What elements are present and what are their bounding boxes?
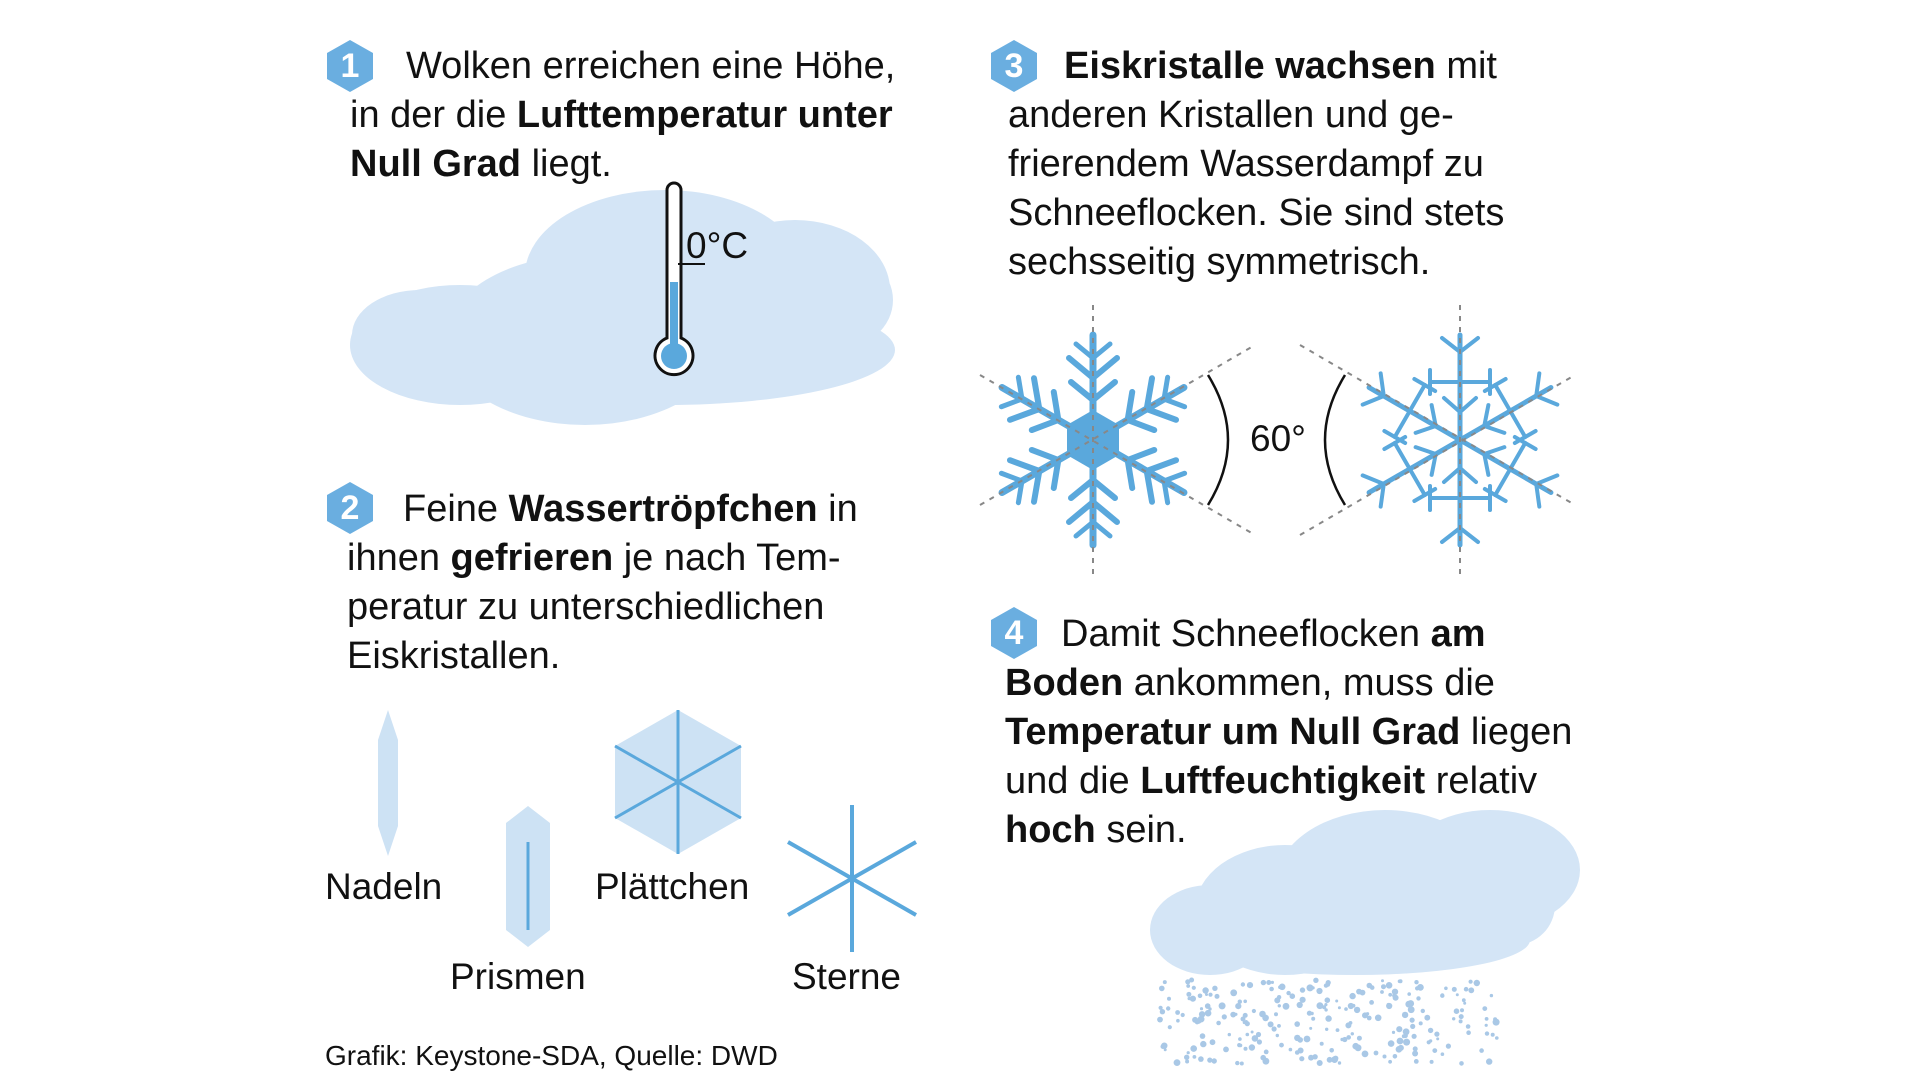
snow-dot xyxy=(1493,1019,1500,1026)
snow-dot xyxy=(1237,1043,1241,1047)
step-text-1 xyxy=(350,42,950,189)
label-prisms: Prismen xyxy=(450,956,586,997)
text-segment: liegt. xyxy=(521,143,612,185)
snow-dot xyxy=(1344,1007,1348,1011)
snow-dot xyxy=(1338,1006,1341,1009)
text-segment: Schneeflocken. Sie sind stets xyxy=(1008,192,1505,234)
text-segment: frierendem Wasserdampf zu xyxy=(1008,143,1484,185)
text-segment: Wolken erreichen eine Höhe, xyxy=(406,45,896,87)
snow-dot xyxy=(1207,1058,1212,1063)
snow-dot xyxy=(1185,1060,1189,1064)
snow-dot xyxy=(1336,1028,1340,1032)
snow-dot xyxy=(1161,1043,1167,1049)
snow-dot xyxy=(1262,1015,1269,1022)
snow-dot xyxy=(1466,1030,1471,1035)
snow-dot xyxy=(1325,997,1331,1003)
snow-dot xyxy=(1300,997,1306,1003)
snow-dot xyxy=(1466,1024,1471,1029)
snow-dot xyxy=(1388,993,1392,997)
snow-dot xyxy=(1419,1021,1423,1025)
snow-dot xyxy=(1251,1031,1254,1034)
snow-dot xyxy=(1393,1054,1398,1059)
snow-dot xyxy=(1325,1028,1328,1031)
snow-dot xyxy=(1441,1052,1445,1056)
snow-dot xyxy=(1329,1048,1334,1053)
snow-dot xyxy=(1159,986,1165,992)
snow-dot xyxy=(1276,1034,1279,1037)
snow-dot xyxy=(1403,1039,1410,1046)
snow-dot xyxy=(1474,980,1480,986)
snow-dot xyxy=(1463,1002,1466,1005)
text-segment: in der die xyxy=(350,94,517,136)
snow-dot xyxy=(1184,1055,1189,1060)
snow-dot xyxy=(1240,1062,1244,1066)
snow-dot xyxy=(1415,986,1419,990)
text-segment: mit xyxy=(1435,45,1497,87)
snow-dot xyxy=(1309,1027,1312,1030)
snow-dot xyxy=(1252,1009,1256,1013)
snow-dot xyxy=(1219,1002,1226,1009)
snow-dot xyxy=(1360,990,1366,996)
snow-dot xyxy=(1163,980,1167,984)
snow-dot xyxy=(1198,1056,1204,1062)
snow-dot xyxy=(1405,1001,1412,1008)
snow-dot xyxy=(1428,1028,1433,1033)
snow-dot xyxy=(1491,1033,1495,1037)
text-segment: Eiskristalle wachsen xyxy=(1064,45,1436,87)
text-segment: je nach Tem- xyxy=(613,537,841,579)
text-segment: liegen xyxy=(1460,711,1573,753)
snow-dot xyxy=(1335,1000,1338,1003)
snow-dot xyxy=(1403,1034,1408,1039)
snow-dot xyxy=(1414,1059,1419,1064)
snow-dot xyxy=(1452,1017,1455,1020)
snow-dot xyxy=(1454,1008,1460,1014)
snow-dot xyxy=(1460,1008,1464,1012)
snow-dot xyxy=(1345,1022,1351,1028)
text-segment: peratur zu unterschiedlichen xyxy=(347,586,825,628)
snow-dot xyxy=(1286,991,1290,995)
snow-dot xyxy=(1490,994,1493,997)
snow-dot xyxy=(1295,1050,1300,1055)
text-segment: hoch xyxy=(1005,809,1096,851)
snow-dot xyxy=(1397,1038,1404,1045)
snow-dot xyxy=(1241,982,1245,986)
snow-dot xyxy=(1186,992,1191,997)
snow-dot xyxy=(1222,1014,1227,1019)
snow-dot xyxy=(1436,1037,1439,1040)
snow-dot xyxy=(1414,980,1418,984)
snow-dot xyxy=(1223,1047,1229,1053)
text-segment: anderen Kristallen und ge- xyxy=(1008,94,1454,136)
snow-dot xyxy=(1307,984,1314,991)
snow-dot xyxy=(1357,1036,1362,1041)
snow-dot xyxy=(1272,1026,1277,1031)
snow-dot xyxy=(1325,1015,1331,1021)
snow-dot xyxy=(1366,1012,1369,1015)
snow-dot xyxy=(1200,1041,1206,1047)
snow-dot xyxy=(1247,982,1253,988)
snow-dot xyxy=(1374,1051,1379,1056)
snow-dot xyxy=(1452,987,1457,992)
text-segment: relativ xyxy=(1425,760,1538,802)
snow-dot xyxy=(1167,997,1171,1001)
text-segment: in xyxy=(817,488,858,530)
snow-dot xyxy=(1354,1007,1360,1013)
snow-dot xyxy=(1396,1026,1402,1032)
snow-dot xyxy=(1297,1002,1303,1008)
snow-dot xyxy=(1234,1013,1237,1016)
snow-dot xyxy=(1190,1045,1197,1052)
snow-dot xyxy=(1386,982,1393,989)
snow-dot xyxy=(1279,1043,1284,1048)
snow-dot xyxy=(1228,1033,1231,1036)
snow-dot xyxy=(1238,1037,1242,1041)
snow-dot xyxy=(1278,1004,1281,1007)
snow-dot xyxy=(1215,994,1220,999)
snow-dot xyxy=(1244,1047,1248,1051)
cloud-top-left xyxy=(350,190,895,425)
snow-dot xyxy=(1380,990,1384,994)
text-segment: Wassertröpfchen xyxy=(508,488,818,530)
snow-dot xyxy=(1375,1015,1382,1022)
snow-dot xyxy=(1317,1060,1323,1066)
step-number: 2 xyxy=(340,489,360,527)
snow-dot xyxy=(1331,1056,1338,1063)
snow-dot xyxy=(1243,1021,1246,1024)
snow-dot xyxy=(1212,986,1217,991)
snow-dot xyxy=(1190,996,1196,1002)
snow-dot xyxy=(1464,987,1469,992)
snow-dot xyxy=(1324,1008,1327,1011)
snow-dot xyxy=(1208,993,1212,997)
snow-dot xyxy=(1157,1017,1163,1023)
snow-dot xyxy=(1270,1023,1273,1026)
snow-dot xyxy=(1398,980,1402,984)
snow-dot xyxy=(1367,983,1373,989)
snow-dot xyxy=(1485,1017,1489,1021)
snow-dot xyxy=(1311,1017,1315,1021)
snow-dot xyxy=(1266,980,1271,985)
snow-dot xyxy=(1386,1003,1392,1009)
snow-dot xyxy=(1412,1051,1418,1057)
step-text-4 xyxy=(1005,610,1645,855)
snow-dot xyxy=(1424,1015,1430,1021)
text-segment: Damit Schneeflocken xyxy=(1061,613,1431,655)
needle-crystal xyxy=(378,710,398,856)
snow-dot xyxy=(1168,1025,1172,1029)
text-segment: Boden xyxy=(1005,662,1124,704)
step-number: 3 xyxy=(1004,47,1024,85)
snow-dot xyxy=(1174,1059,1181,1066)
snow-dot xyxy=(1256,1032,1261,1037)
snow-dot xyxy=(1235,1061,1239,1065)
snow-dot xyxy=(1313,978,1318,983)
snow-dot xyxy=(1235,1003,1241,1009)
prism-crystal xyxy=(506,806,550,947)
snow-dot xyxy=(1398,1045,1404,1051)
snow-dot xyxy=(1316,988,1322,994)
snow-dot xyxy=(1444,987,1448,991)
snow-dot xyxy=(1456,993,1459,996)
snow-dot xyxy=(1198,994,1203,999)
snow-dot xyxy=(1308,1055,1314,1061)
snow-dot xyxy=(1230,989,1237,996)
plate-crystal xyxy=(615,710,741,854)
snow-dot xyxy=(1469,980,1473,984)
snow-dot xyxy=(1200,1033,1206,1039)
snow-dot xyxy=(1278,985,1282,989)
snow-dot xyxy=(1294,1035,1300,1041)
source-credit: Grafik: Keystone-SDA, Quelle: DWD xyxy=(325,1040,778,1071)
snow-dot xyxy=(1243,1013,1248,1018)
text-segment: sein. xyxy=(1095,809,1187,851)
snow-dot xyxy=(1338,1061,1341,1064)
text-segment: ihnen xyxy=(347,537,451,579)
text-segment: Temperatur um Null Grad xyxy=(1005,711,1461,753)
snow-dot xyxy=(1392,989,1398,995)
text-segment: Eiskristallen. xyxy=(347,635,561,677)
angle-label: 60° xyxy=(1250,418,1306,459)
snow-dot xyxy=(1381,979,1384,982)
step-text-3 xyxy=(1008,42,1628,287)
snow-dot xyxy=(1352,1004,1356,1008)
text-segment: Null Grad xyxy=(350,143,522,185)
snow-dot xyxy=(1459,1061,1464,1066)
snow-dot xyxy=(1243,1000,1247,1004)
snow-dot xyxy=(1159,1006,1163,1010)
snow-dot xyxy=(1367,1016,1372,1021)
snow-dot xyxy=(1410,1018,1415,1023)
snow-dot xyxy=(1381,984,1386,989)
snow-dot xyxy=(1482,1006,1487,1011)
snow-dot xyxy=(1246,1033,1250,1037)
snow-dot xyxy=(1459,1019,1463,1023)
snow-dot xyxy=(1352,1043,1359,1050)
snow-dot xyxy=(1407,992,1411,996)
snow-dot xyxy=(1430,1060,1434,1064)
snow-dot xyxy=(1277,995,1281,999)
snow-dot xyxy=(1175,1010,1180,1015)
snow-dot xyxy=(1362,1051,1369,1058)
snow-dot xyxy=(1212,1058,1217,1063)
snow-dot xyxy=(1176,1019,1180,1023)
snow-dot xyxy=(1264,1050,1269,1055)
snow-dot xyxy=(1416,996,1420,1000)
step-number: 4 xyxy=(1004,614,1024,652)
snow-dot xyxy=(1446,1044,1451,1049)
snow-dot xyxy=(1486,1058,1492,1064)
snow-dot xyxy=(1349,993,1355,999)
snow-dot xyxy=(1388,1060,1392,1064)
snow-dot xyxy=(1432,1048,1437,1053)
snow-dot xyxy=(1257,1039,1262,1044)
text-segment: am xyxy=(1430,613,1486,655)
snow-dot xyxy=(1192,986,1196,990)
snow-dot xyxy=(1402,1012,1408,1018)
snow-dot xyxy=(1210,1039,1216,1045)
snow-dot xyxy=(1459,1014,1464,1019)
snow-dot xyxy=(1383,1055,1387,1059)
snow-dot xyxy=(1421,1009,1425,1013)
snow-dot xyxy=(1485,1031,1489,1035)
snow-dot xyxy=(1310,1012,1313,1015)
snow-dot xyxy=(1216,1021,1221,1026)
snow-dot xyxy=(1479,1048,1484,1053)
snow-dot xyxy=(1434,1032,1439,1037)
label-needles: Nadeln xyxy=(325,866,443,907)
snow-dot xyxy=(1369,1000,1374,1005)
snow-dot xyxy=(1485,1024,1488,1027)
snow-dot xyxy=(1202,987,1208,993)
snow-dot xyxy=(1269,987,1274,992)
step-text-2 xyxy=(347,485,967,681)
text-segment: Luftfeuchtigkeit xyxy=(1140,760,1426,802)
snow-dot xyxy=(1164,1048,1167,1051)
snow-dot xyxy=(1205,1010,1212,1017)
snow-dot xyxy=(1283,1003,1290,1010)
snow-dot xyxy=(1249,1044,1255,1050)
snow-dot xyxy=(1342,1037,1347,1042)
snow-dot xyxy=(1388,1040,1395,1047)
snow-dot xyxy=(1410,1024,1415,1029)
text-segment: und die xyxy=(1005,760,1141,802)
text-segment: gefrieren xyxy=(450,537,614,579)
snow-dot xyxy=(1238,1000,1242,1004)
thermometer-label: 0°C xyxy=(686,225,749,266)
snow-dot xyxy=(1412,1034,1417,1039)
text-segment: Lufttemperatur unter xyxy=(516,94,893,136)
snow-dot xyxy=(1200,1007,1203,1010)
snow-dot xyxy=(1468,987,1474,993)
snow-dot xyxy=(1429,1039,1432,1042)
snow-dot xyxy=(1193,1055,1197,1059)
snow-dot xyxy=(1274,1012,1278,1016)
snow-dot xyxy=(1187,1051,1190,1054)
precipitation-dots xyxy=(1157,978,1500,1067)
snow-dot xyxy=(1294,1021,1300,1027)
snow-dot xyxy=(1440,994,1444,998)
snow-dot xyxy=(1186,984,1190,988)
snow-dot xyxy=(1205,1003,1211,1009)
snow-dot xyxy=(1392,1031,1395,1034)
text-segment: sechsseitig symmetrisch. xyxy=(1008,241,1431,283)
snow-dot xyxy=(1320,1042,1324,1046)
snow-dot xyxy=(1462,998,1466,1002)
step-number: 1 xyxy=(340,47,360,85)
snow-dot xyxy=(1261,980,1266,985)
snow-dot xyxy=(1181,1013,1185,1017)
snow-dot xyxy=(1199,1011,1205,1017)
snow-dot xyxy=(1324,1003,1327,1006)
snow-dot xyxy=(1166,1006,1170,1010)
label-plates: Plättchen xyxy=(595,866,750,907)
snow-dot xyxy=(1189,978,1194,983)
snow-dot xyxy=(1300,987,1305,992)
label-stars: Sterne xyxy=(792,956,902,997)
star-crystal xyxy=(788,805,916,952)
snow-dot xyxy=(1495,1036,1499,1040)
snow-dot xyxy=(1289,1048,1293,1052)
snow-dot xyxy=(1304,1036,1311,1043)
text-segment: ankommen, muss die xyxy=(1123,662,1495,704)
snow-dot xyxy=(1299,1056,1304,1061)
text-segment: Feine xyxy=(403,488,509,530)
snow-dot xyxy=(1197,1019,1202,1024)
snow-dot xyxy=(1277,1024,1281,1028)
snow-dot xyxy=(1326,980,1331,985)
snow-dot xyxy=(1317,1002,1324,1009)
snow-dot xyxy=(1263,1058,1270,1065)
snow-dot xyxy=(1351,1032,1354,1035)
